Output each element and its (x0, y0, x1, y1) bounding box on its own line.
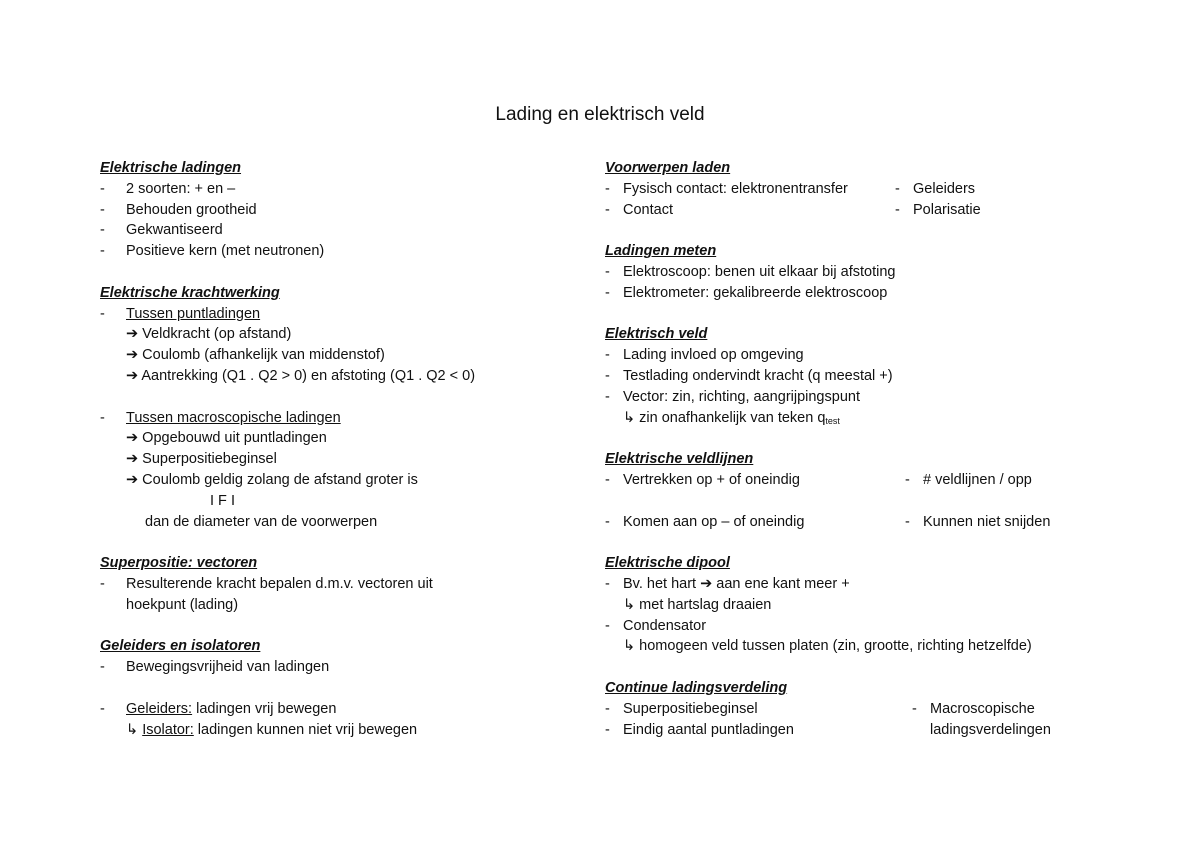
arrow-icon: ↳ (126, 721, 143, 738)
sub-item: ➔ Coulomb (afhankelijk van middenstof) (126, 347, 385, 364)
list-item: - Bv. het hart ➔ aan ene kant meer + (605, 575, 850, 592)
sub-item: ➔ Aantrekking (Q1 . Q2 > 0) en afstoting (Q1 . Q2 < 0) (126, 367, 476, 384)
list-item: - Vector: zin, richting, aangrijpingspunt (605, 388, 860, 405)
section-heading-dipool: Elektrische dipool (605, 555, 730, 572)
list-item: - Resulterende kracht bepalen d.m.v. vectoren uit (100, 575, 433, 592)
list-item: - Fysisch contact: elektronentransfer - Geleiders (605, 180, 976, 197)
sub-item: ➔ Superpositiebeginsel (126, 451, 277, 468)
list-item: - Tussen puntladingen (100, 305, 261, 322)
list-item-continuation: hoekpunt (lading) (126, 596, 239, 613)
sub-item: ↳ Isolator: ladingen kunnen niet vrij bewegen (126, 721, 418, 738)
sub-item: ➔ Opgebouwd uit puntladingen (126, 430, 327, 447)
list-item: - Behouden grootheid (100, 201, 257, 218)
sub-item: ➔ Veldkracht (op afstand) (126, 326, 292, 343)
list-item: - Vertrekken op + of oneindig - # veldlijnen / opp (605, 471, 1032, 488)
list-item: - Lading invloed op omgeving (605, 347, 804, 364)
list-item: - Positieve kern (met neutronen) (100, 243, 325, 260)
list-item: - Condensator (605, 617, 707, 634)
right-column (605, 158, 1085, 740)
list-item: - Geleiders: ladingen vrij bewegen (100, 700, 337, 717)
section-heading-veldlijnen: Elektrische veldlijnen (605, 451, 754, 468)
list-item: - Superpositiebeginsel - Macroscopische (605, 700, 1035, 717)
force-magnitude: I F I (210, 492, 235, 509)
list-item: - Eindig aantal puntladingen ladingsverdelingen (605, 721, 1051, 738)
section-heading-superpositie: Superpositie: vectoren (100, 555, 258, 572)
section-heading-meten: Ladingen meten (605, 243, 717, 260)
list-item: - Komen aan op – of oneindig - Kunnen niet snijden (605, 513, 1051, 530)
left-column (100, 158, 580, 740)
sub-item: ↳ met hartslag draaien (623, 596, 772, 613)
list-item: - Tussen macroscopische ladingen (100, 409, 341, 426)
list-item: - Contact - Polarisatie (605, 201, 981, 218)
sub-item: ➔ Coulomb geldig zolang de afstand groter is (126, 471, 418, 488)
section-heading-ladingen: Elektrische ladingen (100, 160, 242, 176)
page-title: Lading en elektrisch veld (495, 104, 705, 125)
list-item: - Elektroscoop: benen uit elkaar bij afstoting (605, 263, 896, 280)
section-heading-continue: Continue ladingsverdeling (605, 679, 788, 696)
sub-item: ↳ homogeen veld tussen platen (zin, grootte, richting hetzelfde) (623, 638, 1032, 655)
section-heading-veld: Elektrisch veld (605, 326, 708, 343)
section-heading-geleiders: Geleiders en isolatoren (100, 638, 261, 655)
section-heading-krachtwerking: Elektrische krachtwerking (100, 284, 280, 301)
list-item: - Elektrometer: gekalibreerde elektroscoop (605, 284, 888, 301)
sub-item: dan de diameter van de voorwerpen (145, 513, 378, 530)
list-item: - 2 soorten: + en – (100, 180, 236, 197)
list-item: - Testlading ondervindt kracht (q meestal +) (605, 367, 893, 384)
list-item: - Bewegingsvrijheid van ladingen (100, 659, 330, 676)
list-item: - Gekwantiseerd (100, 222, 223, 239)
sub-item: ↳ zin onafhankelijk van teken $q_{test}$ (623, 409, 840, 426)
section-heading-laden: Voorwerpen laden (605, 160, 731, 176)
